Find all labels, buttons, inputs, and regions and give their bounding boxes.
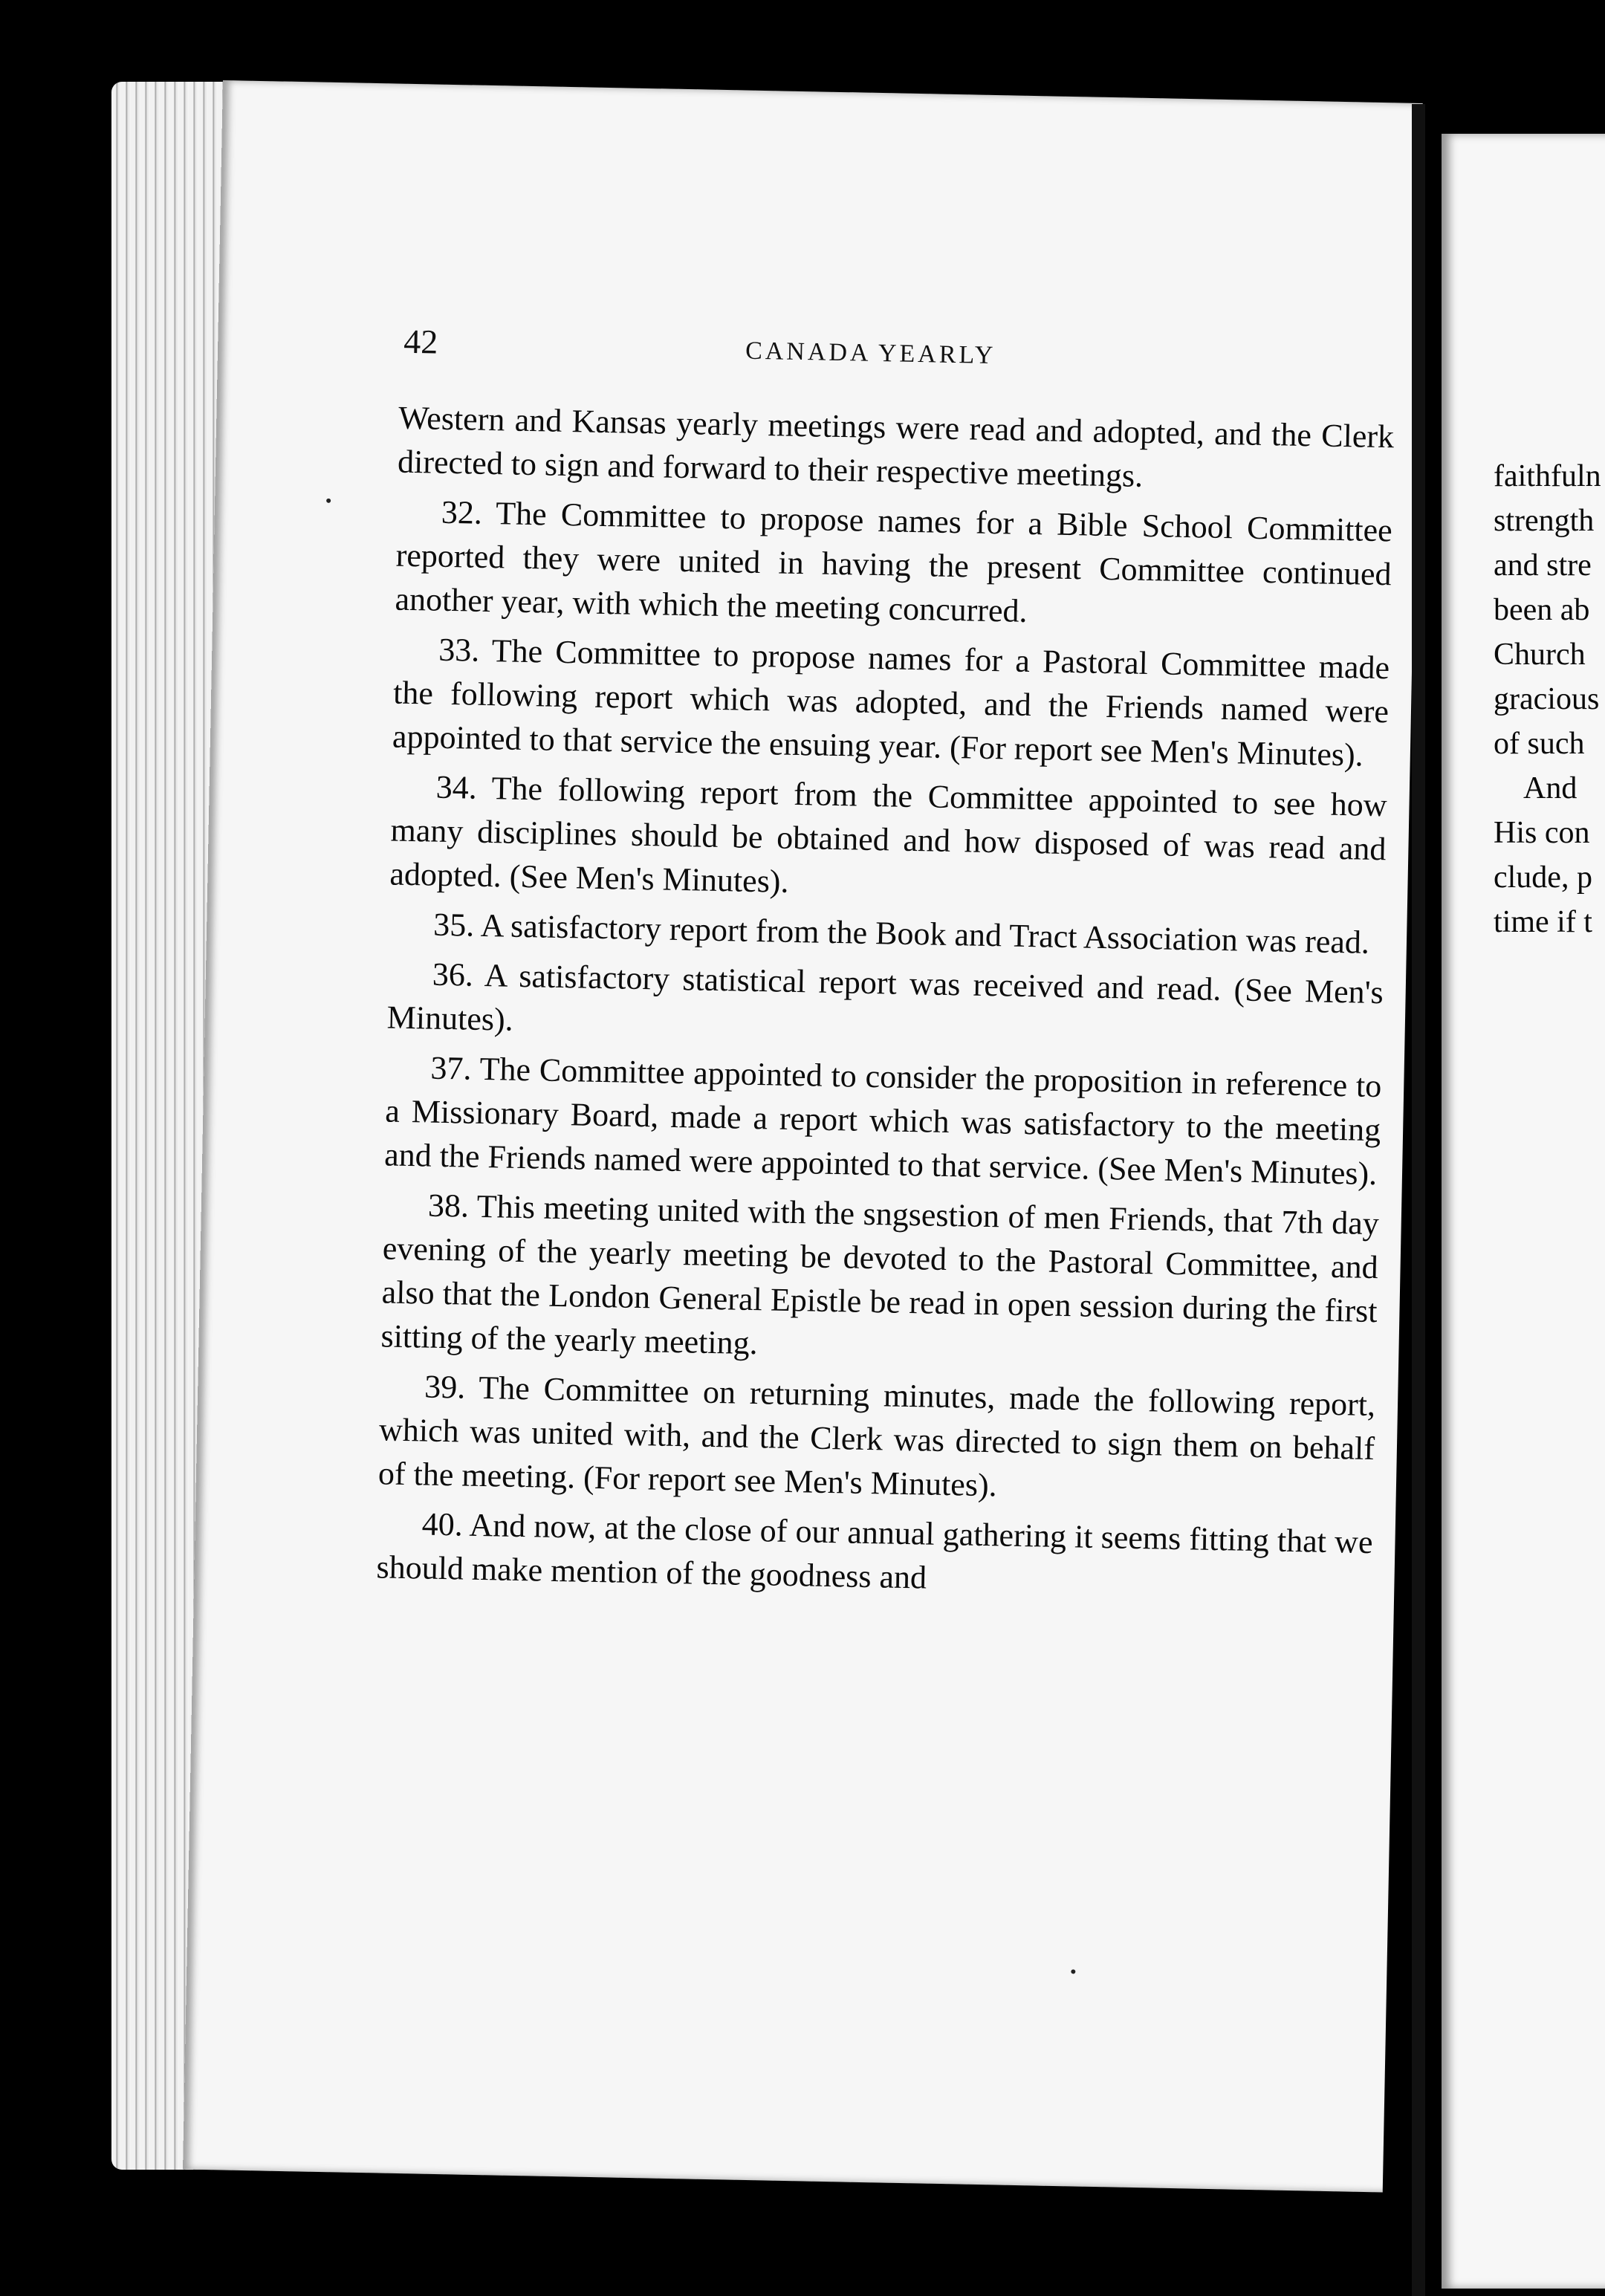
paragraph-39: 39. The Committee on returning minutes, made the following report, which was united with, and the Clerk was directed to sign them on behalf of the meeting. (For report see Men's Minutes).: [377, 1368, 1376, 1504]
paragraph-32: 32. The Committee to propose names for a Bible School Committee reported they were united in having the present Committee continued another year, with which the meeting concurred.: [395, 493, 1393, 629]
right-page-line: clude, p: [1494, 860, 1592, 895]
ink-speck: [326, 499, 331, 503]
paragraph-36: 36. A satisfactory statistical report was received and read. (See Men's Minutes).: [386, 956, 1384, 1038]
paragraph-34: 34. The following report from the Committee appointed to see how many disciplines should be obtained and how disposed of was read and adopted. (See Men's Minutes).: [389, 768, 1388, 900]
paragraph: Western and Kansas yearly meetings were read and adopted, and the Clerk directed to sign and forward to their respective meetings.: [397, 399, 1395, 494]
paragraph-35: 35. A satisfactory report from the Book and Tract Association was read.: [432, 906, 1370, 961]
book-gutter: [1412, 104, 1425, 2296]
ink-speck: [1071, 1969, 1075, 1974]
paragraph-37: 37. The Committee appointed to consider the proposition in reference to a Missionary Board, made a report which was satisfactory to the meeting and the Friends named were appointed to that service. (See Men's Minutes).: [383, 1049, 1382, 1193]
right-page-line: faithfuln: [1494, 459, 1601, 493]
paragraph-40: 40. And now, at the close of our annual gathering it seems fitting that we should make mention of the goodness and: [376, 1505, 1373, 1596]
paragraph-33: 33. The Committee to propose names for a Pastoral Committee made the following report which was adopted, and the Friends named were appointed to that service the ensuing year. (For report see Men's Minutes).: [392, 631, 1390, 774]
right-page-line: strength: [1494, 504, 1595, 538]
right-page-line: time if t: [1494, 905, 1592, 939]
left-page: [183, 80, 1423, 2192]
body-text: [376, 396, 1395, 1614]
right-page-line: Church: [1494, 638, 1586, 672]
right-page-line: been ab: [1494, 593, 1590, 627]
page-number: 42: [403, 322, 438, 361]
running-head: CANADA YEARLY: [745, 337, 996, 370]
page-header: [218, 318, 1418, 386]
right-page-line: and stre: [1494, 548, 1592, 583]
paragraph-38: 38. This meeting united with the sngsestion of men Friends, that 7th day evening of the yearly meeting be devoted to the Pastoral Committee, and also that the London General Epistle be read in open session during the first sitting of the yearly meeting.: [380, 1187, 1380, 1362]
right-page-line: of such: [1494, 727, 1585, 761]
right-page: [1442, 134, 1605, 2289]
right-page-line: His con: [1494, 816, 1590, 850]
right-page-line: gracious: [1494, 682, 1600, 716]
right-page-line: And: [1523, 771, 1578, 805]
